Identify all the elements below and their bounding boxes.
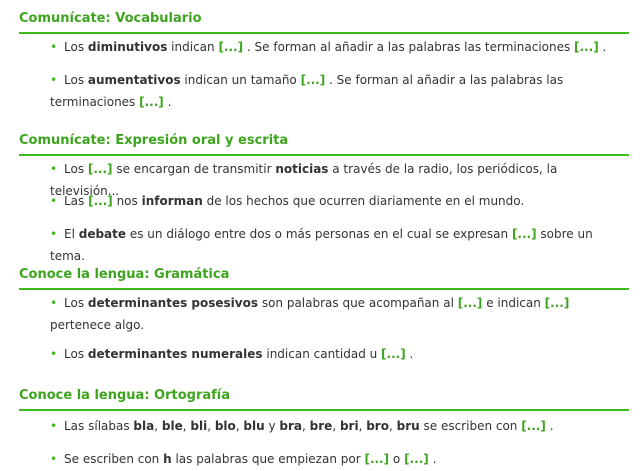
list-item <box>50 36 620 58</box>
list-item <box>50 415 620 437</box>
text-run: indican <box>167 40 219 54</box>
keyword: determinantes posesivos <box>87 296 258 310</box>
keyword: bro <box>366 419 389 433</box>
blank-placeholder: [...] <box>364 452 390 466</box>
bullet-icon: • <box>50 40 58 54</box>
bullet-icon: • <box>50 347 58 361</box>
blank-placeholder: [...] <box>381 347 406 361</box>
bullet-icon: • <box>50 227 58 241</box>
text-run: son palabras que acompañan al <box>258 296 458 310</box>
text-run: . <box>405 347 414 361</box>
keyword: ble <box>161 419 183 433</box>
blank-placeholder: [...] <box>88 194 113 208</box>
blank-placeholder: [...] <box>300 73 326 87</box>
text-run: . <box>598 40 607 54</box>
blank-placeholder: [...] <box>574 40 599 54</box>
bullet-icon: • <box>50 419 58 433</box>
text-run: las palabras que empiezan por <box>171 452 365 466</box>
text-run: se encargan de transmitir <box>112 162 276 176</box>
keyword: bra <box>279 419 303 433</box>
text-run: Las sílabas <box>64 419 134 433</box>
keyword: blu <box>243 419 265 433</box>
text-run: indican un tamaño <box>180 73 301 87</box>
bullet-icon: • <box>50 162 58 176</box>
text-run: Los <box>64 73 88 87</box>
keyword: diminutivos <box>87 40 168 54</box>
section-title: Comunícate: Expresión oral y escrita <box>19 132 629 156</box>
text-run: se escriben con <box>419 419 522 433</box>
text-run: . <box>545 419 554 433</box>
text-run: , <box>358 419 367 433</box>
section-title: Conoce la lengua: Gramática <box>19 266 629 290</box>
text-run: e indican <box>482 296 545 310</box>
text-run: nos <box>112 194 142 208</box>
text-run: sobre un tema. <box>50 227 593 263</box>
keyword: blo <box>214 419 236 433</box>
bullet-icon: • <box>50 452 58 466</box>
text-run: , <box>388 419 397 433</box>
keyword: aumentativos <box>87 73 181 87</box>
text-run: o <box>389 452 405 466</box>
keyword: bri <box>339 419 359 433</box>
keyword: noticias <box>275 162 329 176</box>
list-item <box>50 69 570 113</box>
text-run: , <box>302 419 310 433</box>
list-item <box>50 343 620 365</box>
text-run: de los hechos que ocurren diariamente en el mundo. <box>202 194 525 208</box>
text-run: . Se forman al añadir a las palabras las terminaciones <box>50 73 564 109</box>
text-run: y <box>264 419 280 433</box>
text-run: Los <box>64 347 88 361</box>
bullet-icon: • <box>50 194 58 208</box>
text-run: . <box>163 95 172 109</box>
text-run: Las <box>64 194 89 208</box>
list-item <box>50 448 620 470</box>
text-run: Los <box>64 162 88 176</box>
text-run: Los <box>64 296 88 310</box>
keyword: bla <box>133 419 155 433</box>
keyword: bre <box>309 419 333 433</box>
text-run: Se escriben con <box>64 452 164 466</box>
section-title: Conoce la lengua: Ortografía <box>19 387 629 411</box>
blank-placeholder: [...] <box>87 162 113 176</box>
section-title: Comunícate: Vocabulario <box>19 10 629 34</box>
keyword: informan <box>141 194 203 208</box>
text-run: , <box>235 419 244 433</box>
text-run: pertenece algo. <box>50 318 145 332</box>
bullet-icon: • <box>50 73 58 87</box>
text-run: a través de la radio, los periódicos, la televisión... <box>50 162 558 198</box>
text-run: , <box>207 419 215 433</box>
text-run: El <box>64 227 79 241</box>
blank-placeholder: [...] <box>404 452 429 466</box>
blank-placeholder: [...] <box>511 227 537 241</box>
blank-placeholder: [...] <box>544 296 570 310</box>
keyword: h <box>163 452 172 466</box>
keyword: debate <box>78 227 127 241</box>
list-item <box>50 223 620 267</box>
keyword: determinantes numerales <box>87 347 263 361</box>
text-run: . Se forman al añadir a las palabras las terminaciones <box>243 40 575 54</box>
bullet-icon: • <box>50 296 58 310</box>
text-run: , <box>332 419 340 433</box>
keyword: bli <box>190 419 208 433</box>
blank-placeholder: [...] <box>521 419 546 433</box>
text-run: Los <box>64 40 88 54</box>
text-run: es un diálogo entre dos o más personas en el cual se expresan <box>126 227 512 241</box>
blank-placeholder: [...] <box>139 95 164 109</box>
blank-placeholder: [...] <box>457 296 483 310</box>
list-item <box>50 190 620 212</box>
keyword: bru <box>396 419 420 433</box>
text-run: , <box>182 419 191 433</box>
text-run: . <box>428 452 437 466</box>
text-run: indican cantidad u <box>262 347 382 361</box>
blank-placeholder: [...] <box>218 40 244 54</box>
text-run: , <box>154 419 162 433</box>
list-item <box>50 292 610 336</box>
